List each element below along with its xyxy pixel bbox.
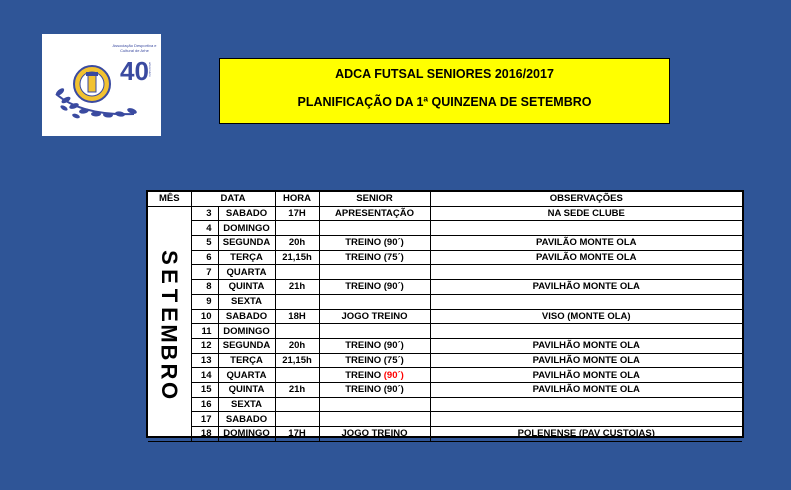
hour: 21h: [275, 382, 319, 397]
senior-activity: TREINO (90´): [319, 280, 430, 295]
senior-activity: [319, 397, 430, 412]
table-row: [148, 280, 742, 295]
hour: 17H: [275, 206, 319, 221]
hour: 18H: [275, 309, 319, 324]
senior-activity: [319, 368, 430, 383]
weekday: QUINTA: [218, 280, 275, 295]
senior-activity: TREINO (90´): [319, 338, 430, 353]
weekday: SABADO: [218, 309, 275, 324]
table-row: [148, 427, 742, 442]
day-number: 15: [191, 382, 218, 397]
senior-activity: TREINO (90´): [319, 382, 430, 397]
hour: [275, 294, 319, 309]
table-row: [148, 338, 742, 353]
day-number: 9: [191, 294, 218, 309]
hour: 17H: [275, 427, 319, 442]
weekday: DOMINGO: [218, 221, 275, 236]
observation: PAVILHÃO MONTE OLA: [430, 353, 742, 368]
senior-activity: TREINO (75´): [319, 250, 430, 265]
hour: [275, 265, 319, 280]
table-row: [148, 294, 742, 309]
weekday: QUARTA: [218, 368, 275, 383]
hour: [275, 412, 319, 427]
day-number: 10: [191, 309, 218, 324]
month-letter: B: [156, 344, 182, 361]
header-row: [148, 192, 742, 206]
weekday: DOMINGO: [218, 324, 275, 339]
anniversary-label: aniversário: [148, 62, 152, 77]
month-letter: E: [156, 306, 182, 322]
col-header-hour: HORA: [275, 192, 319, 206]
title-banner: [219, 58, 670, 124]
title-line1: ADCA FUTSAL SENIORES 2016/2017: [335, 67, 554, 81]
day-number: 18: [191, 427, 218, 442]
month-letter: S: [156, 249, 182, 265]
senior-activity: [319, 265, 430, 280]
col-header-date: DATA: [191, 192, 275, 206]
weekday: SABADO: [218, 412, 275, 427]
table-row: [148, 309, 742, 324]
weekday: QUARTA: [218, 265, 275, 280]
table-row: [148, 236, 742, 251]
weekday: TERÇA: [218, 250, 275, 265]
table-row: [148, 353, 742, 368]
month-letter: M: [156, 324, 182, 343]
weekday: TERÇA: [218, 353, 275, 368]
month-letter: O: [156, 381, 182, 399]
weekday: QUINTA: [218, 382, 275, 397]
observation: [430, 265, 742, 280]
observation: [430, 324, 742, 339]
day-number: 4: [191, 221, 218, 236]
weekday: SEGUNDA: [218, 236, 275, 251]
observation: PAVILÃO MONTE OLA: [430, 236, 742, 251]
month-letter: T: [156, 288, 182, 302]
club-name: Associação Desportiva e Cultural de Arhe: [112, 43, 157, 53]
senior-activity-text: TREINO: [345, 369, 384, 381]
month-letter: R: [156, 363, 182, 380]
senior-activity: [319, 294, 430, 309]
table-row: [148, 206, 742, 221]
day-number: 3: [191, 206, 218, 221]
col-header-obs: OBSERVAÇÕES: [430, 192, 742, 206]
table-row: [148, 250, 742, 265]
anniversary-number: 40: [120, 56, 149, 86]
weekday: SEXTA: [218, 294, 275, 309]
senior-activity: JOGO TREINO: [319, 427, 430, 442]
schedule-table: [146, 190, 744, 438]
day-number: 14: [191, 368, 218, 383]
hour: [275, 221, 319, 236]
observation: PAVILHÃO MONTE OLA: [430, 382, 742, 397]
day-number: 8: [191, 280, 218, 295]
day-number: 17: [191, 412, 218, 427]
table-row: [148, 221, 742, 236]
weekday: DOMINGO: [218, 427, 275, 442]
day-number: 6: [191, 250, 218, 265]
observation: [430, 221, 742, 236]
observation: PAVILHÃO MONTE OLA: [430, 280, 742, 295]
table-row: [148, 397, 742, 412]
day-number: 16: [191, 397, 218, 412]
table-row: [148, 382, 742, 397]
hour: 21h: [275, 280, 319, 295]
col-header-senior: SENIOR: [319, 192, 430, 206]
senior-activity: TREINO (90´): [319, 236, 430, 251]
table-row: [148, 324, 742, 339]
weekday: SEXTA: [218, 397, 275, 412]
observation: POLENENSE (PAV CUSTOIAS): [430, 427, 742, 442]
table-row: [148, 368, 742, 383]
senior-duration-highlight: (90´): [383, 369, 404, 381]
table-row: [148, 265, 742, 280]
col-header-month: MÊS: [148, 192, 191, 206]
senior-activity: [319, 221, 430, 236]
month-letter: E: [156, 268, 182, 284]
month-cell: [148, 206, 191, 441]
observation: [430, 294, 742, 309]
weekday: SABADO: [218, 206, 275, 221]
day-number: 5: [191, 236, 218, 251]
day-number: 13: [191, 353, 218, 368]
hour: 20h: [275, 236, 319, 251]
hour: [275, 368, 319, 383]
hour: [275, 324, 319, 339]
day-number: 12: [191, 338, 218, 353]
senior-activity: [319, 412, 430, 427]
club-logo: [42, 34, 161, 136]
title-line2: PLANIFICAÇÃO DA 1ª QUINZENA DE SETEMBRO: [297, 95, 592, 109]
observation: [430, 412, 742, 427]
hour: 21,15h: [275, 250, 319, 265]
senior-activity: APRESENTAÇÃO: [319, 206, 430, 221]
observation: PAVILÃO MONTE OLA: [430, 250, 742, 265]
observation: PAVILHÃO MONTE OLA: [430, 338, 742, 353]
observation: NA SEDE CLUBE: [430, 206, 742, 221]
day-number: 11: [191, 324, 218, 339]
senior-activity: TREINO (75´): [319, 353, 430, 368]
observation: [430, 397, 742, 412]
table-row: [148, 412, 742, 427]
day-number: 7: [191, 265, 218, 280]
observation: PAVILHÃO MONTE OLA: [430, 368, 742, 383]
senior-activity: [319, 324, 430, 339]
observation: VISO (MONTE OLA): [430, 309, 742, 324]
hour: 21,15h: [275, 353, 319, 368]
hour: 20h: [275, 338, 319, 353]
weekday: SEGUNDA: [218, 338, 275, 353]
senior-activity: JOGO TREINO: [319, 309, 430, 324]
hour: [275, 397, 319, 412]
month-label: [148, 207, 191, 441]
